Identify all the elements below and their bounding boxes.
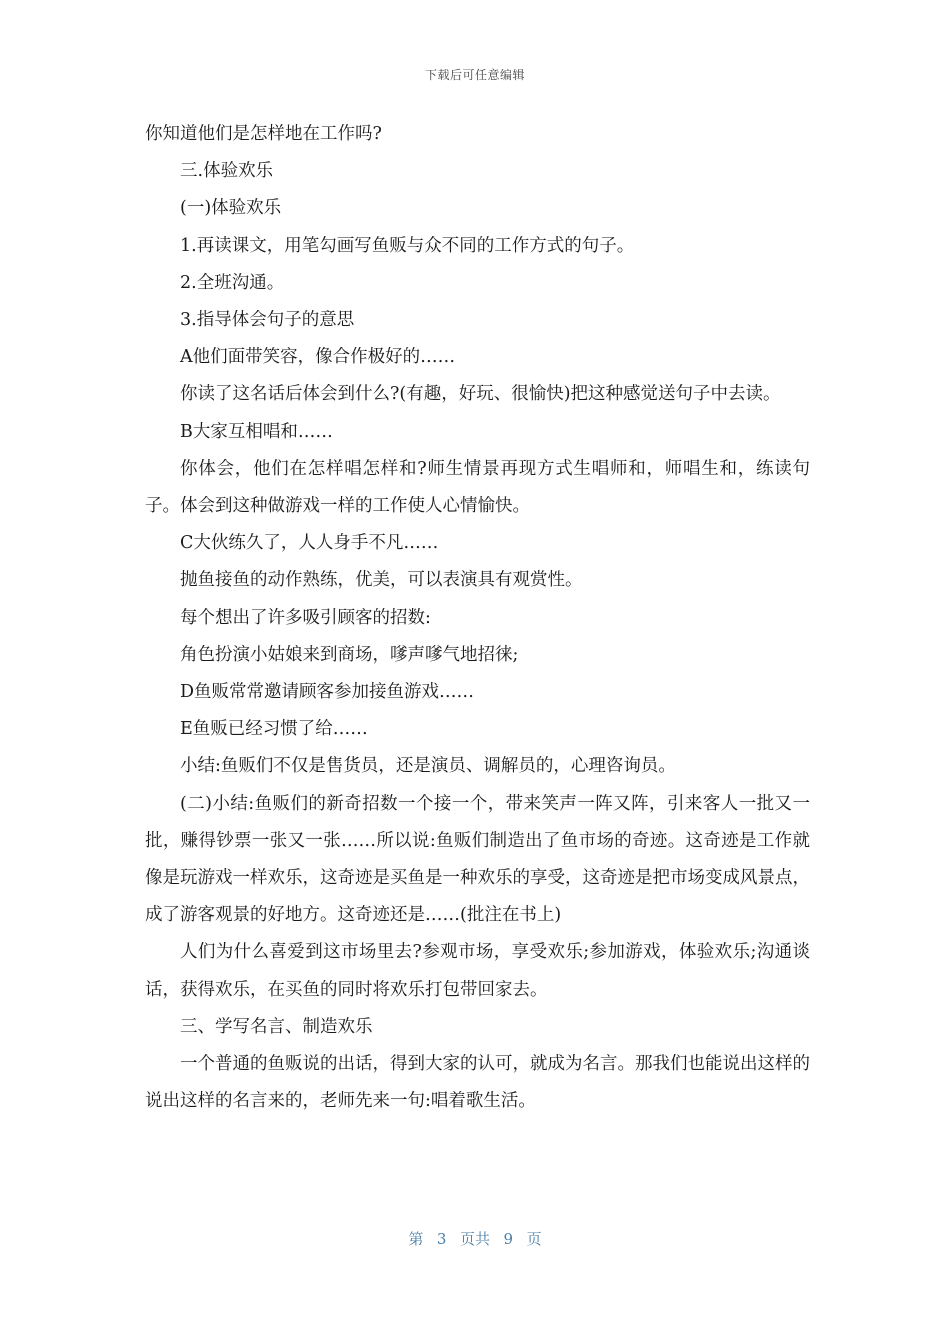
list-item: 1.再读课文，用笔勾画写鱼贩与众不同的工作方式的句子。 bbox=[180, 235, 635, 256]
paragraph: 你体会，他们在怎样唱怎样和?师生情景再现方式生唱师和，师唱生和，练读句子。体会到这种做游戏一样的工作使人心情愉快。 bbox=[145, 458, 810, 517]
paragraph: (二)小结:鱼贩们的新奇招数一个接一个，带来笑声一阵又阵，引来客人一批又一批，赚得钞票一张又一张……所以说:鱼贩们制造出了鱼市场的奇迹。这奇迹是工作就像是玩游戏一样欢乐，这奇迹是买鱼是一种欢乐的享受，这奇迹是把市场变成风景点，成了游客观景的好地方。这奇迹还是……(批注在书上) bbox=[145, 793, 810, 926]
list-item: 2.全班沟通。 bbox=[180, 272, 285, 293]
paragraph: 你知道他们是怎样地在工作吗? bbox=[145, 124, 382, 144]
paragraph: 抛鱼接鱼的动作熟练，优美，可以表演具有观赏性。 bbox=[180, 570, 583, 591]
paragraph: E鱼贩已经习惯了给…… bbox=[180, 719, 368, 740]
page-number: 第 3 页共 9 页 bbox=[408, 1230, 542, 1248]
paragraph: C大伙练久了，人人身手不凡…… bbox=[180, 533, 439, 554]
section-heading: 三、学写名言、制造欢乐 bbox=[180, 1016, 373, 1037]
paragraph: 小结:鱼贩们不仅是售货员，还是演员、调解员的，心理咨询员。 bbox=[180, 756, 676, 777]
paragraph: 一个普通的鱼贩说的出话，得到大家的认可，就成为名言。那我们也能说出这样的说出这样的名言来的，老师先来一句:唱着歌生活。 bbox=[145, 1054, 810, 1112]
document-body bbox=[145, 116, 810, 1120]
subsection-heading: (一)体验欢乐 bbox=[180, 198, 282, 219]
section-heading: 三.体验欢乐 bbox=[180, 161, 274, 182]
paragraph: D鱼贩常常邀请顾客参加接鱼游戏…… bbox=[180, 682, 475, 703]
paragraph: B大家互相唱和…… bbox=[180, 421, 333, 442]
paragraph: 角色扮演小姑娘来到商场，嗲声嗲气地招徕; bbox=[180, 644, 519, 665]
paragraph: 每个想出了许多吸引顾客的招数: bbox=[180, 607, 431, 628]
page-header: 下载后可任意编辑 bbox=[424, 68, 525, 82]
paragraph: A他们面带笑容，像合作极好的…… bbox=[180, 347, 456, 368]
paragraph: 人们为什么喜爱到这市场里去?参观市场，享受欢乐;参加游戏，体验欢乐;沟通谈话，获得欢乐，在买鱼的同时将欢乐打包带回家去。 bbox=[145, 942, 810, 1000]
paragraph: 你读了这名话后体会到什么?(有趣，好玩、很愉快)把这种感觉送句子中去读。 bbox=[180, 384, 781, 405]
page-footer bbox=[0, 1228, 950, 1249]
list-item: 3.指导体会句子的意思 bbox=[180, 310, 355, 331]
